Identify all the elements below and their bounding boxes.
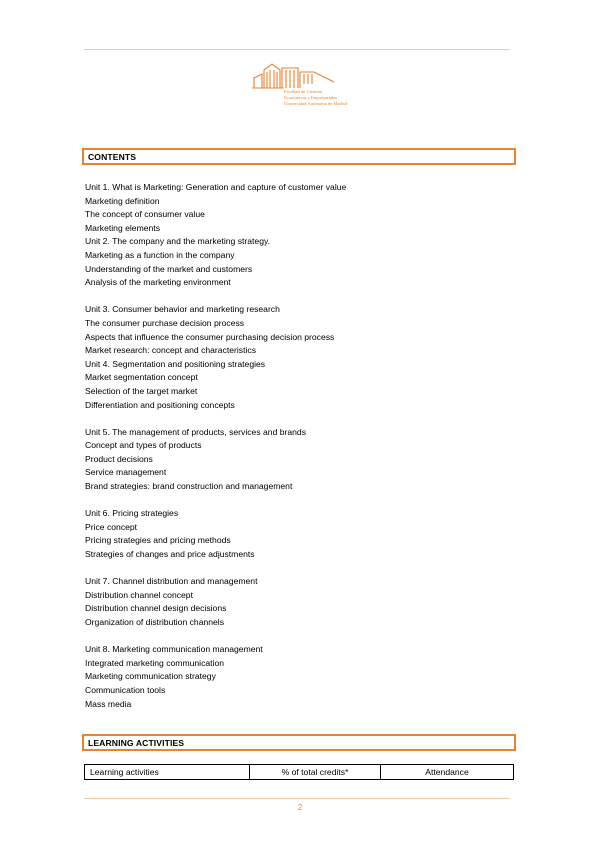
contents-line: Mass media — [85, 698, 132, 709]
paragraph-gap — [85, 290, 515, 304]
contents-line: Communication tools — [85, 684, 166, 695]
contents-line: Unit 3. Consumer behavior and marketing research — [85, 304, 280, 315]
contents-line: Strategies of changes and price adjustments — [85, 549, 255, 560]
paragraph-gap — [85, 412, 515, 426]
contents-line: Unit 1. What is Marketing: Generation and capture of customer value — [85, 182, 347, 192]
footer-rule — [84, 798, 510, 799]
page-number: 2 — [297, 803, 303, 812]
contents-line: The concept of consumer value — [85, 209, 205, 220]
contents-line: Market segmentation concept — [85, 372, 198, 383]
contents-line: Distribution channel concept — [85, 589, 193, 600]
contents-line: Differentiation and positioning concepts — [85, 399, 235, 410]
contents-heading: CONTENTS — [88, 152, 137, 162]
contents-heading-box — [82, 148, 516, 165]
logo-line-2: Económicas y Empresariales — [284, 95, 338, 100]
contents-line: The consumer purchase decision process — [85, 317, 245, 328]
table-header-cell: % of total credits* — [250, 765, 381, 780]
contents-line: Analysis of the marketing environment — [85, 277, 231, 288]
logo-line-1: Facultad de Ciencias — [284, 89, 323, 94]
contents-line: Price concept — [85, 521, 138, 532]
contents-line: Unit 4. Segmentation and positioning strategies — [85, 358, 266, 369]
contents-line: Unit 7. Channel distribution and management — [85, 576, 258, 587]
learning-activities-table — [84, 764, 514, 780]
table-header-cell: Learning activities — [85, 765, 250, 780]
faculty-logo — [250, 58, 347, 110]
contents-line: Selection of the target market — [85, 385, 198, 396]
learning-activities-heading-box — [82, 734, 516, 751]
paragraph-gap — [85, 494, 515, 508]
contents-line: Marketing elements — [85, 222, 160, 233]
logo-line-3: Universidad Autónoma de Madrid — [284, 101, 347, 106]
contents-line: Integrated marketing communication — [85, 657, 225, 668]
contents-line: Marketing communication strategy — [85, 671, 216, 682]
learning-activities-heading: LEARNING ACTIVITIES — [88, 738, 185, 748]
contents-line: Pricing strategies and pricing methods — [85, 535, 231, 546]
paragraph-gap — [85, 562, 515, 576]
contents-line: Understanding of the market and customers — [85, 263, 253, 274]
contents-line: Unit 2. The company and the marketing strategy. — [85, 236, 271, 247]
contents-line: Service management — [85, 467, 167, 478]
paragraph-gap — [85, 630, 515, 644]
contents-line: Concept and types of products — [85, 440, 202, 451]
contents-line: Unit 6. Pricing strategies — [85, 508, 179, 519]
contents-line: Organization of distribution channels — [85, 617, 225, 627]
contents-line: Marketing as a function in the company — [85, 249, 235, 260]
contents-line: Aspects that influence the consumer purchasing decision process — [85, 331, 335, 342]
contents-list — [85, 181, 515, 711]
table-header-row — [85, 765, 514, 780]
contents-line: Marketing definition — [85, 195, 160, 206]
contents-line: Brand strategies: brand construction and management — [85, 481, 293, 492]
contents-line: Product decisions — [85, 453, 153, 464]
header-rule — [84, 49, 510, 50]
contents-line: Market research: concept and characteristics — [85, 345, 256, 356]
contents-line: Distribution channel design decisions — [85, 603, 227, 614]
contents-line: Unit 8. Marketing communication management — [85, 644, 263, 655]
contents-line: Unit 5. The management of products, services and brands — [85, 426, 307, 437]
table-header-cell: Attendance — [381, 765, 514, 780]
